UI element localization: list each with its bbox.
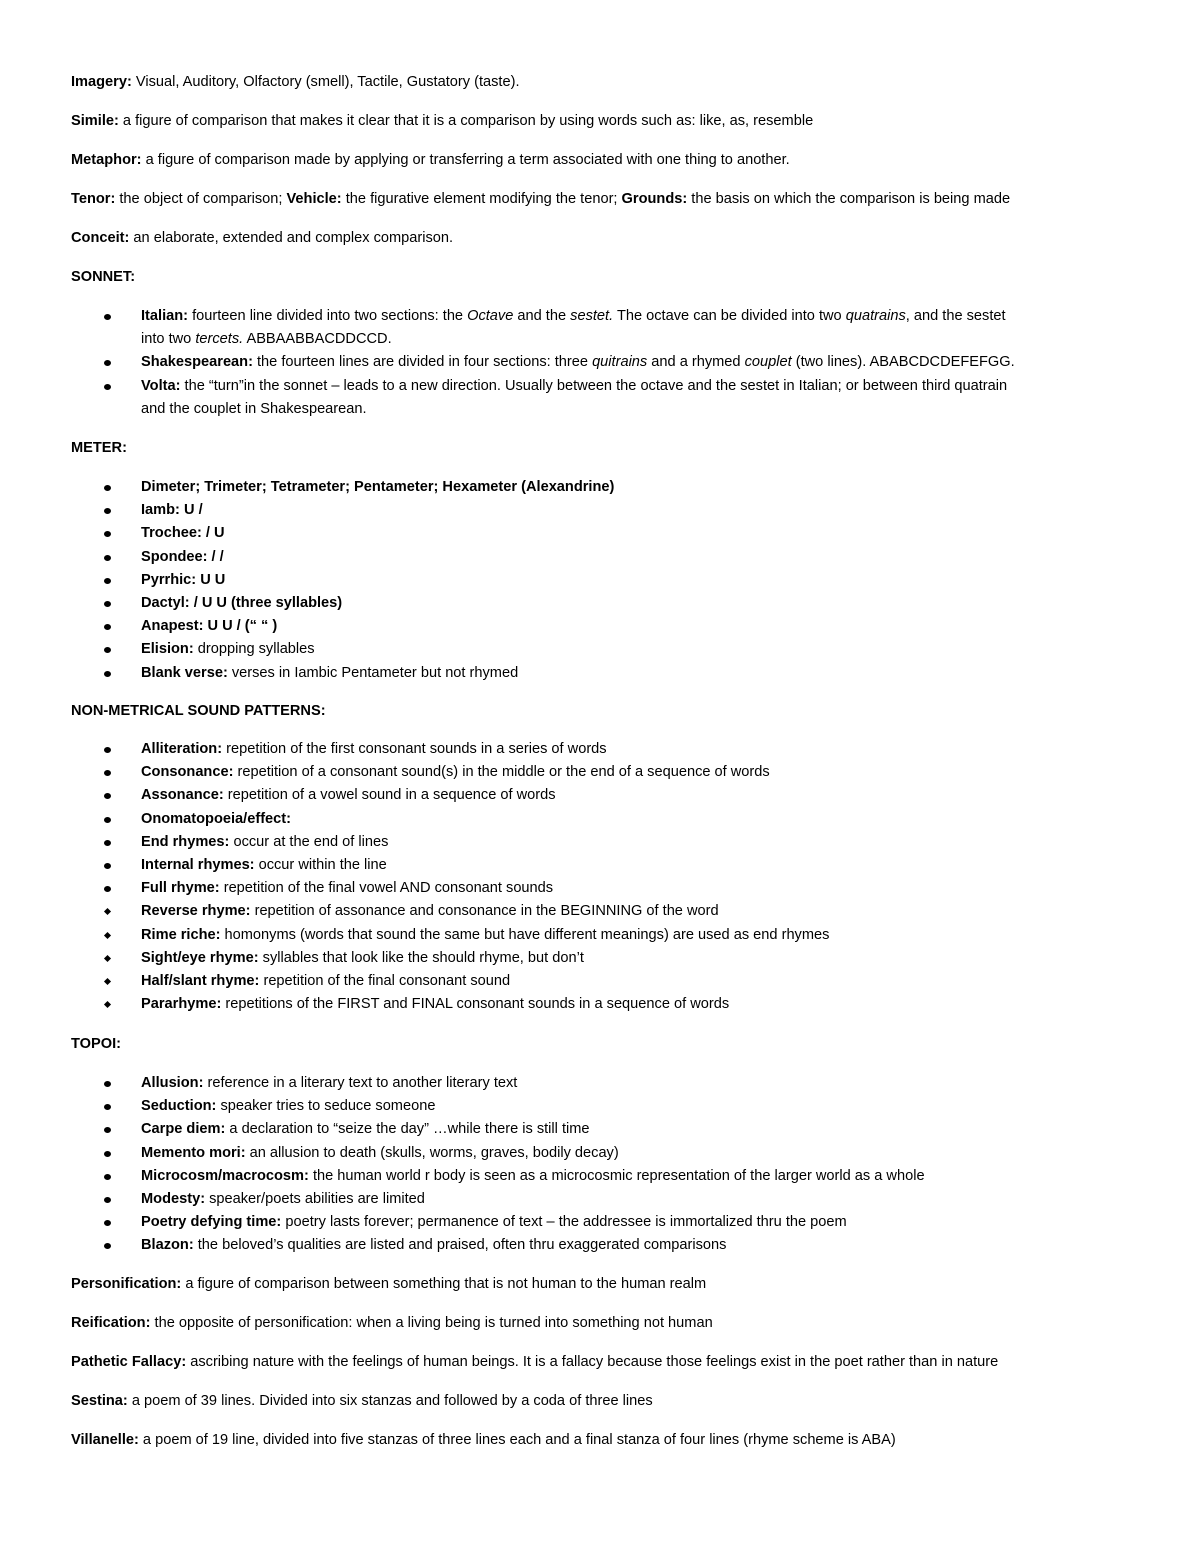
sound-pattern-item [0, 993, 1141, 1016]
sound-pattern-item [0, 900, 1141, 923]
bullet-icon [104, 1127, 111, 1133]
definition-villanelle: Villanelle: a poem of 19 line, divided into five stanzas of three lines each and a final stanza of four lines (rhyme scheme is ABA) [71, 1432, 896, 1448]
topos-term: Blazon: [141, 1237, 194, 1254]
topos-item [0, 1118, 1141, 1141]
topos-term: Seduction: [141, 1098, 217, 1115]
sound-pattern-term: Half/slant rhyme: [141, 973, 260, 990]
bullet-icon [104, 817, 111, 823]
bullet-icon [104, 601, 111, 607]
meter-term: Anapest: U U / (“ “ ) [141, 618, 278, 635]
bullet-icon [104, 485, 111, 491]
sound-pattern-description: repetition of a consonant sound(s) in the middle or the end of a sequence of words [233, 764, 770, 781]
topos-item [0, 1142, 1141, 1165]
topos-description: the human world r body is seen as a microcosmic representation of the larger world as a whole [308, 1167, 925, 1184]
definition-tenor-vehicle-grounds: Tenor: the object of comparison; Vehicle: the figurative element modifying the tenor; Grounds: the basis on which the comparison is being made [71, 191, 1011, 207]
bullet-icon [104, 886, 111, 892]
sound-pattern-description: repetition of the first consonant sounds in a series of words [222, 741, 607, 757]
bullet-icon [104, 1174, 111, 1180]
bullet-icon [104, 1220, 111, 1226]
meter-term: Spondee: / / [141, 548, 224, 565]
meter-term: Blank verse: [141, 664, 228, 681]
meter-item [0, 638, 1141, 661]
sound-pattern-item [0, 808, 1141, 831]
topos-item [0, 1165, 1141, 1188]
topos-description: speaker tries to seduce someone [216, 1098, 436, 1115]
bullet-icon [104, 770, 111, 776]
sound-pattern-term: Reverse rhyme: [141, 903, 251, 920]
sound-pattern-item [0, 784, 1141, 807]
bullet-icon [104, 671, 111, 677]
sound-pattern-term: Consonance: [141, 764, 234, 781]
topos-term: Allusion: [141, 1075, 204, 1091]
bullet-icon [104, 314, 111, 320]
definition-sestina: Sestina: a poem of 39 lines. Divided into six stanzas and followed by a coda of three lines [71, 1393, 653, 1409]
sound-pattern-term: Internal rhymes: [141, 857, 255, 874]
topos-item [0, 1188, 1141, 1211]
sound-patterns-list [0, 738, 1200, 1016]
sound-pattern-item [0, 970, 1141, 993]
meter-item [0, 662, 1141, 685]
sound-pattern-term: Sight/eye rhyme: [141, 949, 259, 966]
bullet-icon [104, 908, 111, 915]
meter-description: verses in Iambic Pentameter but not rhymed [227, 664, 519, 681]
bullet-icon [104, 932, 111, 939]
sound-pattern-term: Assonance: [141, 787, 224, 804]
sound-pattern-term: Full rhyme: [141, 880, 220, 897]
bullet-icon [104, 508, 111, 514]
meter-term: Elision: [141, 641, 194, 658]
heading-topoi: TOPOI: [71, 1036, 122, 1052]
definition-pathetic-fallacy: Pathetic Fallacy: ascribing nature with the feelings of human beings. It is a fallacy because those feelings exist in the poet rather than in nature [71, 1354, 999, 1370]
meter-item [0, 615, 1141, 638]
meter-item [0, 546, 1141, 569]
meter-description: dropping syllables [193, 641, 315, 658]
sound-pattern-term: End rhymes: [141, 833, 230, 850]
sound-pattern-description: repetition of the final consonant sound [259, 973, 511, 990]
bullet-icon [104, 1243, 111, 1249]
topos-term: Modesty: [141, 1191, 206, 1208]
sound-pattern-term: Rime riche: [141, 926, 221, 943]
list-item-volta: Volta: the “turn”in the sonnet – leads to a new direction. Usually between the octave and the sestet in Italian; or between third quatrain and the couplet in Shakespearean. [0, 375, 1141, 421]
sound-pattern-description: repetition of a vowel sound in a sequence of words [223, 787, 556, 804]
topos-item [0, 1234, 1141, 1257]
bullet-icon [104, 1151, 111, 1157]
sound-pattern-term: Pararhyme: [141, 996, 222, 1013]
meter-item [0, 499, 1141, 522]
heading-sonnet: SONNET: [71, 269, 136, 285]
sound-pattern-description: repetition of assonance and consonance in the BEGINNING of the word [250, 903, 719, 920]
bullet-icon [104, 647, 111, 653]
topos-item [0, 1095, 1141, 1118]
sound-pattern-description: homonyms (words that sound the same but have different meanings) are used as end rhymes [220, 926, 830, 943]
meter-term: Iamb: U / [141, 502, 203, 519]
meter-term: Dactyl: / U U (three syllables) [141, 595, 343, 612]
topos-term: Memento mori: [141, 1144, 246, 1161]
topos-description: reference in a literary text to another literary text [203, 1075, 518, 1091]
sound-pattern-description: syllables that look like the should rhyme, but don’t [258, 949, 584, 966]
topos-item [0, 1072, 1141, 1095]
definition-personification: Personification: a figure of comparison between something that is not human to the human realm [71, 1276, 707, 1292]
definition-simile: Simile: a figure of comparison that makes it clear that it is a comparison by using words such as: like, as, resemble [71, 113, 814, 129]
sound-pattern-item [0, 738, 1141, 761]
topos-description: speaker/poets abilities are limited [205, 1191, 425, 1208]
topoi-list [0, 1072, 1200, 1258]
topos-item [0, 1211, 1141, 1234]
topos-description: the beloved’s qualities are listed and praised, often thru exaggerated comparisons [193, 1237, 727, 1254]
meter-term: Trochee: / U [141, 525, 225, 542]
list-item-italian: Italian: fourteen line divided into two sections: the Octave and the sestet. The octave can be divided into two quatrains, and the sestet into two tercets. ABBAABBACDDCCD. [0, 305, 1141, 351]
bullet-icon [104, 531, 111, 537]
bullet-icon [104, 384, 111, 390]
meter-item [0, 522, 1141, 545]
bullet-icon [104, 1104, 111, 1110]
meter-term: Pyrrhic: U U [141, 571, 226, 588]
bullet-icon [104, 840, 111, 846]
topos-term: Poetry defying time: [141, 1214, 282, 1231]
bullet-icon [104, 1081, 111, 1087]
topos-description: poetry lasts forever; permanence of text – the addressee is immortalized thru the poem [281, 1214, 847, 1231]
definition-metaphor: Metaphor: a figure of comparison made by applying or transferring a term associated with one thing to another. [71, 152, 790, 168]
topos-description: a declaration to “seize the day” …while there is still time [225, 1121, 590, 1138]
sound-pattern-item [0, 877, 1141, 900]
sound-pattern-item [0, 854, 1141, 877]
topos-term: Carpe diem: [141, 1121, 226, 1138]
sonnet-list [0, 305, 1200, 421]
heading-sound-patterns: NON-METRICAL SOUND PATTERNS: [71, 703, 326, 719]
definition-reification: Reification: the opposite of personification: when a living being is turned into something not human [71, 1315, 713, 1331]
topos-description: an allusion to death (skulls, worms, graves, bodily decay) [245, 1144, 619, 1161]
list-item-shakespearean: Shakespearean: the fourteen lines are divided in four sections: three quitrains and a rhymed couplet (two lines). ABABCDCDEFEFGG. [0, 351, 1141, 374]
meter-item [0, 592, 1141, 615]
meter-list [0, 476, 1200, 685]
heading-meter: METER: [71, 440, 127, 456]
bullet-icon [104, 1001, 111, 1008]
meter-item [0, 476, 1141, 499]
sound-pattern-item [0, 947, 1141, 970]
bullet-icon [104, 955, 111, 962]
sound-pattern-term: Onomatopoeia/effect: [141, 810, 292, 827]
sound-pattern-item [0, 761, 1141, 784]
definition-conceit: Conceit: an elaborate, extended and complex comparison. [71, 230, 454, 246]
meter-term: Dimeter; Trimeter; Tetrameter; Pentameter; Hexameter (Alexandrine) [141, 479, 615, 495]
sound-pattern-item [0, 831, 1141, 854]
bullet-icon [104, 863, 111, 869]
bullet-icon [104, 360, 111, 366]
sound-pattern-description: repetitions of the FIRST and FINAL consonant sounds in a sequence of words [221, 996, 730, 1013]
definition-imagery: Imagery: Visual, Auditory, Olfactory (smell), Tactile, Gustatory (taste). [71, 74, 520, 90]
bullet-icon [104, 578, 111, 584]
sound-pattern-description: occur at the end of lines [229, 833, 389, 850]
sound-pattern-term: Alliteration: [141, 741, 223, 757]
bullet-icon [104, 793, 111, 799]
sound-pattern-item [0, 924, 1141, 947]
topos-term: Microcosm/macrocosm: [141, 1167, 309, 1184]
meter-item [0, 569, 1141, 592]
sound-pattern-description: repetition of the final vowel AND consonant sounds [219, 880, 554, 897]
bullet-icon [104, 1197, 111, 1203]
bullet-icon [104, 747, 111, 753]
bullet-icon [104, 978, 111, 985]
bullet-icon [104, 624, 111, 630]
bullet-icon [104, 555, 111, 561]
sound-pattern-description: occur within the line [254, 857, 387, 874]
